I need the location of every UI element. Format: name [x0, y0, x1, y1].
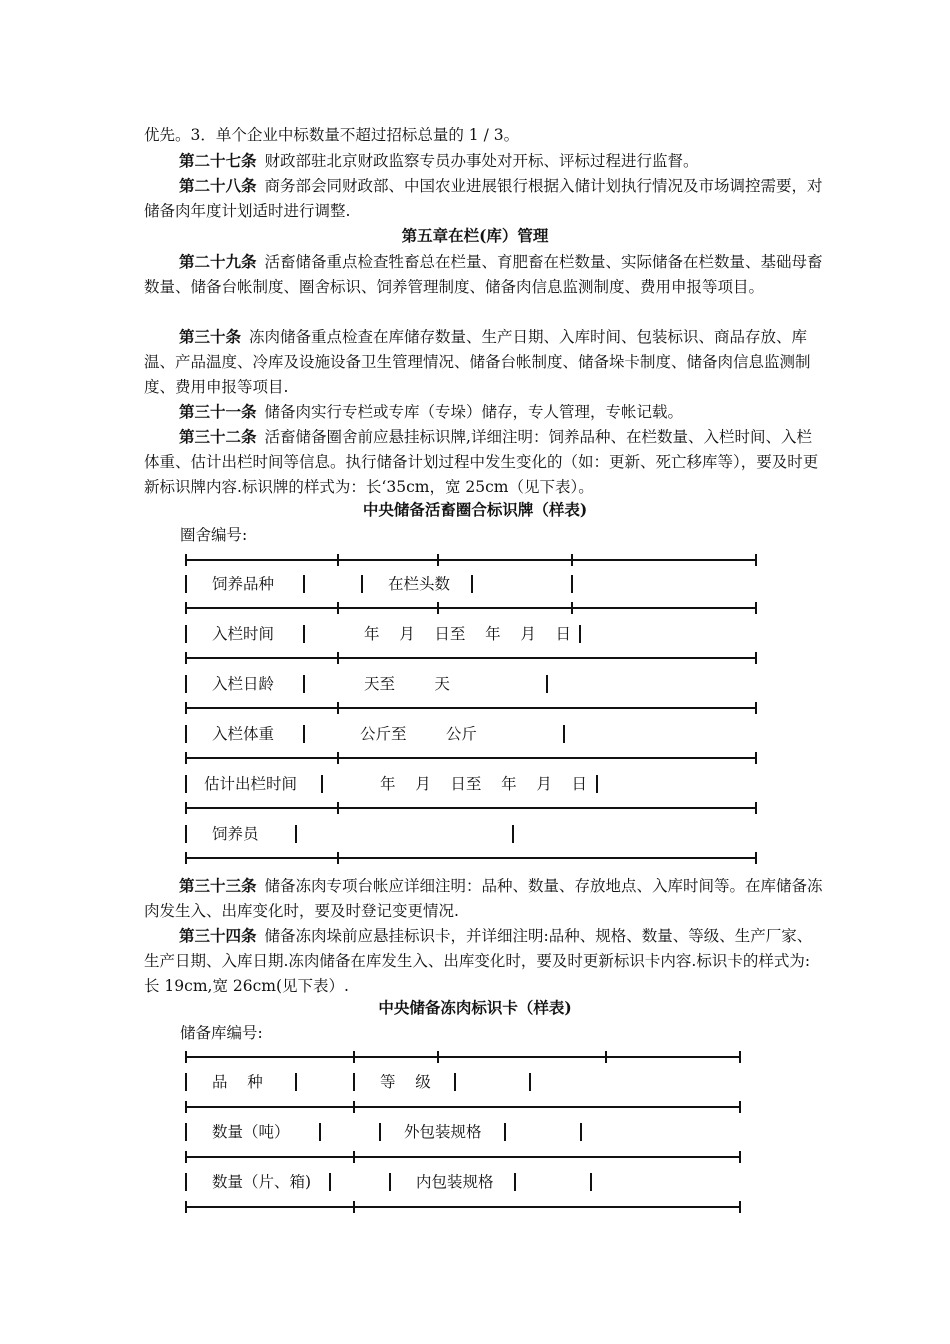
article-text: 储备肉实行专栏或专库（专垛）储存，专人管理，专帐记载。 [264, 403, 684, 421]
warehouse-number-label: 储备库编号: [180, 1024, 263, 1042]
article-text: 活畜储备圈舍前应悬挂标识牌,详细注明：饲养品种、在栏数量、入栏时间、入栏体重、估计出栏时间等信息。执行储备计划过程中发生变化的（如：更新、死亡移库等），要及时更新标识牌内容.标识牌的样式为：长‘35cm，宽 25cm（见下表）。 [144, 428, 819, 496]
article-number: 第二十九条 [179, 252, 257, 271]
article-text: 冻肉储备重点检查在库储存数量、生产日期、入库时间、包装标识、商品存放、库温、产品温度、冷库及设施设备卫生管理情况、储备台帐制度、储备垛卡制度、储备肉信息监测制度、费用申报等项目. [144, 328, 811, 396]
article-number: 第三十条 [179, 327, 242, 346]
row-label-quantity-ton: 数量（吨） [212, 1123, 290, 1141]
paragraph-continuation: 优先。3．单个企业中标数量不超过招标总量的 1 / 3。 [144, 126, 520, 144]
row-label-keeper: 饲养员 [212, 825, 259, 843]
entry-age-range: 天至 天 [364, 675, 450, 693]
row-label-entry-weight: 入栏体重 [212, 725, 275, 743]
row-label-grade: 等 级 [380, 1073, 431, 1091]
row-label-outer-package: 外包装规格 [404, 1123, 482, 1141]
entry-time-range: 年 月 日至 年 月 日 [364, 625, 572, 643]
article-number: 第三十三条 [179, 876, 257, 895]
article-text: 储备冻肉垛前应悬挂标识卡，并详细注明:品种、规格、数量、等级、生产厂家、生产日期、入库日期.冻肉储备在库发生入、出库变化时，要及时更新标识卡内容.标识卡的样式为:长 19cm,宽 26cm(见下表）. [144, 927, 813, 995]
article-text: 活畜储备重点检查牲畜总在栏量、育肥畜在栏数量、实际储备在栏数量、基础母畜数量、储备台帐制度、圈舍标识、饲养管理制度、储备肉信息监测制度、费用申报等项目。 [144, 253, 823, 296]
article-text: 商务部会同财政部、中国农业进展银行根据入储计划执行情况及市场调控需要，对储备肉年度计划适时进行调整. [144, 177, 823, 220]
row-label-inner-package: 内包装规格 [416, 1173, 494, 1191]
article-text: 财政部驻北京财政监察专员办事处对开标、评标过程进行监督。 [264, 152, 699, 170]
article-text: 储备冻肉专项台帐应详细注明：品种、数量、存放地点、入库时间等。在库储备冻肉发生入、出库变化时，要及时登记变更情况. [144, 877, 823, 920]
row-label-exit-time: 估计出栏时间 [204, 775, 298, 793]
row-label-quantity-pieces: 数量（片、箱) [212, 1173, 312, 1191]
row-label-headcount: 在栏头数 [388, 575, 451, 593]
table1-title: 中央储备活畜圈合标识牌（样表) [362, 500, 588, 519]
article-number: 第二十七条 [179, 151, 257, 170]
article-number: 第二十八条 [179, 176, 257, 195]
row-label-entry-time: 入栏时间 [212, 625, 275, 643]
chapter-heading: 第五章在栏(库）管理 [401, 226, 549, 245]
row-label-breed: 饲养品种 [212, 575, 275, 593]
entry-weight-range: 公斤至 公斤 [360, 725, 477, 743]
table2-title: 中央储备冻肉标识卡（样表) [378, 998, 572, 1017]
row-label-entry-age: 入栏日龄 [212, 675, 275, 693]
row-label-variety: 品 种 [212, 1073, 263, 1091]
exit-time-range: 年 月 日至 年 月 日 [380, 775, 588, 793]
pen-number-label: 圈舍编号: [180, 526, 248, 544]
article-number: 第三十一条 [179, 402, 257, 421]
article-number: 第三十二条 [179, 427, 257, 446]
article-number: 第三十四条 [179, 926, 257, 945]
